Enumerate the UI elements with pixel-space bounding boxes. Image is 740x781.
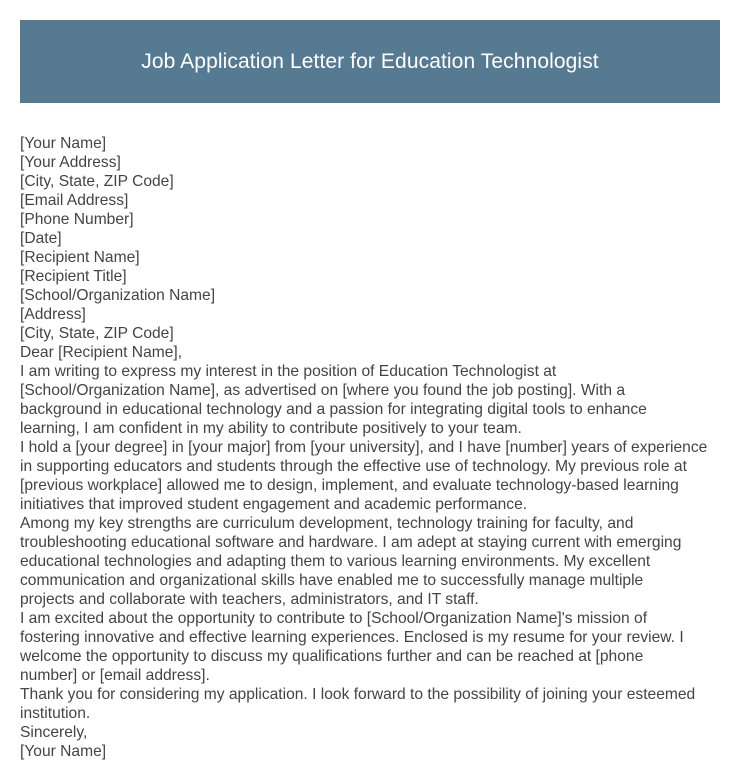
paragraph-line: I hold a [your degree] in [your major] from [your university], and I have [number] years of experience [20,439,708,456]
sender-city-state-zip: [City, State, ZIP Code] [20,173,174,190]
paragraph-line: number] or [email address]. [20,667,210,684]
recipient-organization: [School/Organization Name] [20,287,216,304]
paragraph-line: educational technologies and adapting them to various learning environments. My excellent [20,553,651,570]
letter-body [20,134,725,761]
sender-name: [Your Name] [20,135,107,152]
paragraph-line: projects and collaborate with teachers, administrators, and IT staff. [20,591,479,608]
page-header [20,20,720,103]
recipient-city-state-zip: [City, State, ZIP Code] [20,325,174,342]
paragraph-line: fostering innovative and effective learning experiences. Enclosed is my resume for your review. I [20,629,684,646]
recipient-title: [Recipient Title] [20,268,127,285]
sender-phone: [Phone Number] [20,211,134,228]
recipient-name: [Recipient Name] [20,249,140,266]
sender-address: [Your Address] [20,154,121,171]
signature: [Your Name] [20,743,107,760]
closing: Sincerely, [20,724,88,741]
paragraph-intro [20,362,725,438]
paragraph-line: learning, I am confident in my ability to contribute positively to your team. [20,420,522,437]
salutation: Dear [Recipient Name], [20,344,183,361]
paragraph-line: in supporting educators and students through the effective use of technology. My previous role at [20,458,687,475]
letter-date: [Date] [20,230,62,247]
paragraph-line: I am writing to express my interest in the position of Education Technologist at [20,363,557,380]
paragraph-thanks [20,685,725,723]
paragraph-line: [School/Organization Name], as advertised on [where you found the job posting]. With a [20,382,626,399]
sender-block [20,134,725,248]
paragraph-line: Thank you for considering my application. I look forward to the possibility of joining your esteemed [20,686,696,703]
page-title: Job Application Letter for Education Technologist [141,49,599,73]
recipient-block [20,248,725,343]
paragraph-line: background in educational technology and a passion for integrating digital tools to enhance [20,401,647,418]
paragraph-experience [20,438,725,514]
paragraph-strengths [20,514,725,609]
paragraph-line: I am excited about the opportunity to contribute to [School/Organization Name]'s mission of [20,610,648,627]
paragraph-line: [previous workplace] allowed me to design, implement, and evaluate technology-based learning [20,477,679,494]
paragraph-motivation [20,609,725,685]
paragraph-line: Among my key strengths are curriculum development, technology training for faculty, and [20,515,634,532]
paragraph-line: welcome the opportunity to discuss my qualifications further and can be reached at [phone [20,648,644,665]
sender-email: [Email Address] [20,192,129,209]
paragraph-line: institution. [20,705,91,722]
recipient-address: [Address] [20,306,86,323]
paragraph-line: initiatives that improved student engagement and academic performance. [20,496,528,513]
paragraph-line: troubleshooting educational software and hardware. I am adept at staying current with emerging [20,534,682,551]
paragraph-line: communication and organizational skills have enabled me to successfully manage multiple [20,572,644,589]
